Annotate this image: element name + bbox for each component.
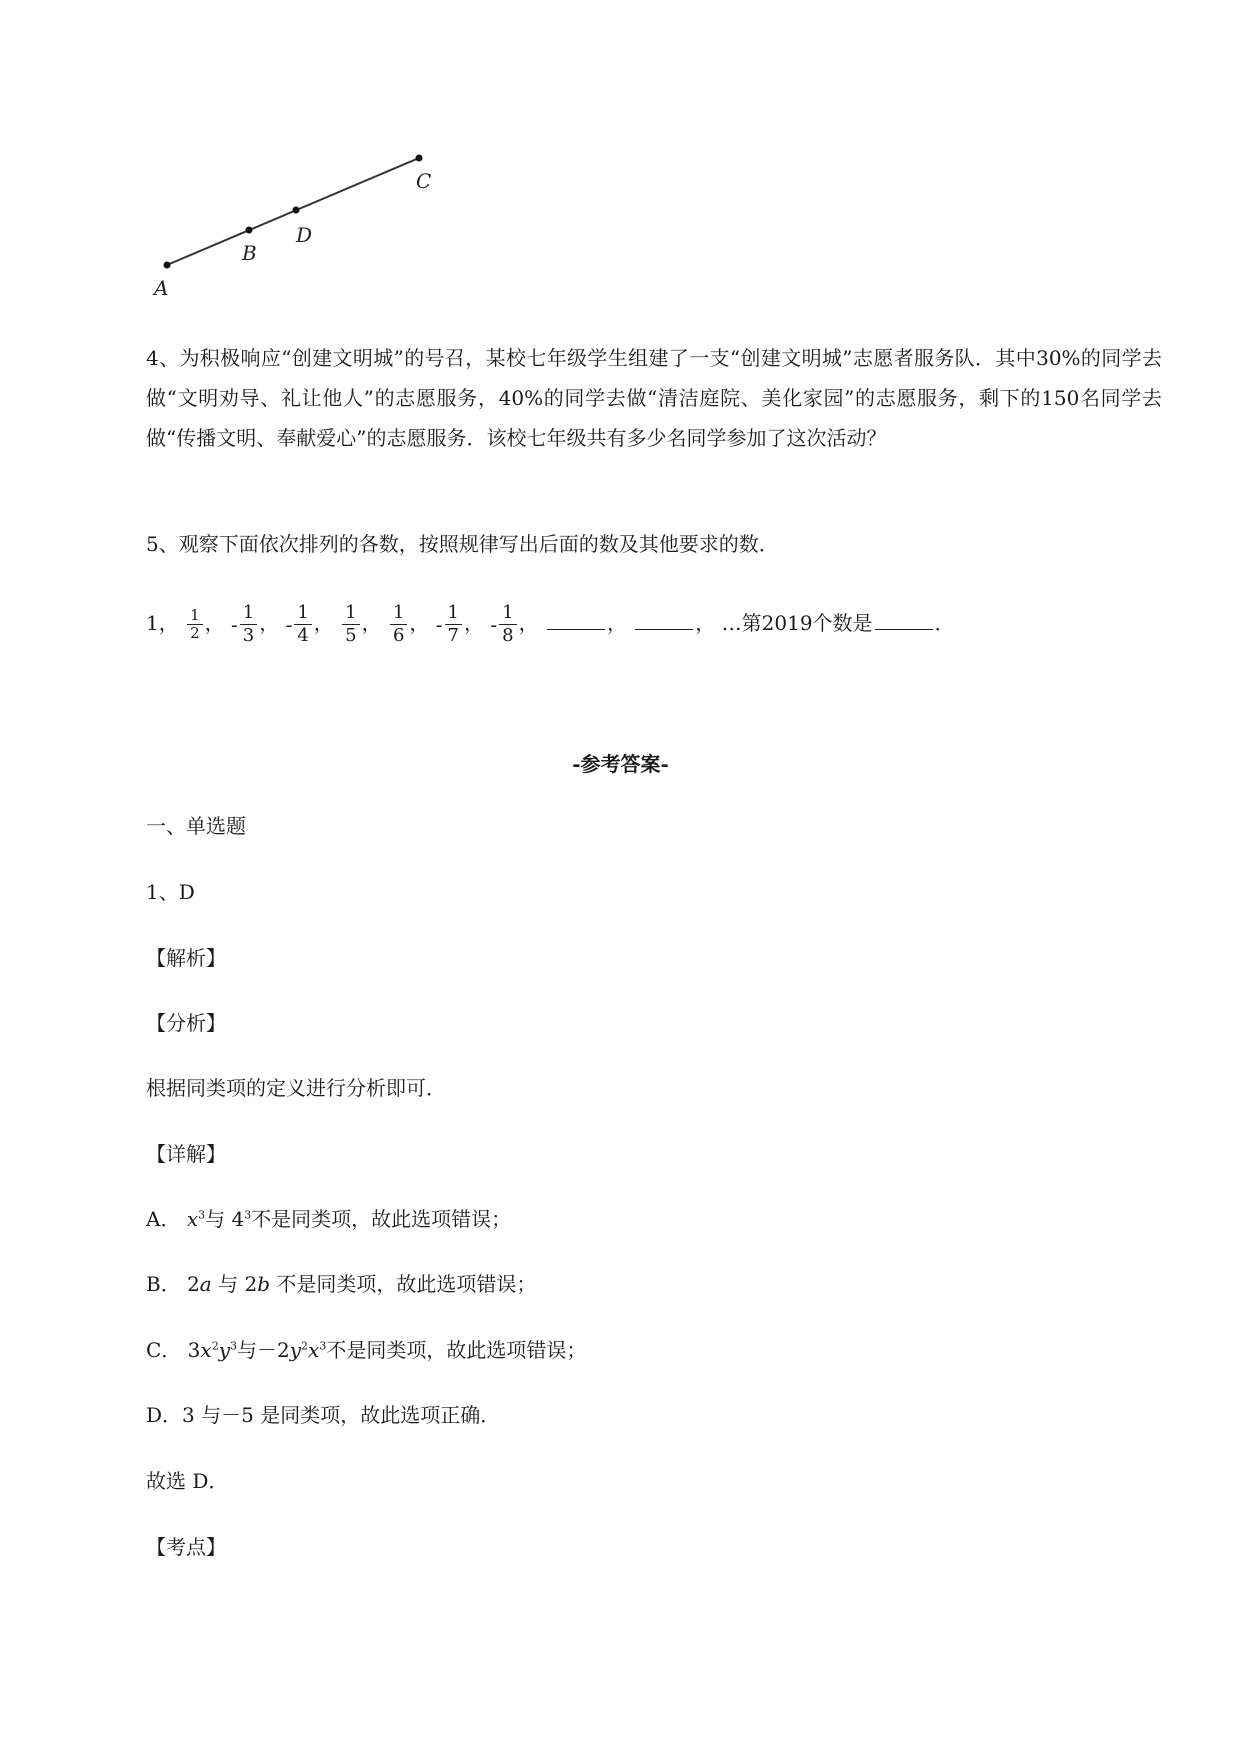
answer-blank-1[interactable] (547, 611, 605, 630)
seq-ellipsis-text: …第2019个数是 (721, 611, 873, 635)
option-a-explanation: A． $x^3$与 $4^3$不是同类项，故此选项错误； (146, 1207, 512, 1231)
section-heading: 一、单选题 (146, 814, 246, 838)
label-a: A (154, 276, 169, 300)
seq-frac-3: $\frac{1}{4}$ (294, 602, 311, 647)
line-segment-figure (150, 140, 450, 300)
seq-frac-6: $\frac{1}{7}$ (445, 602, 462, 647)
seq-frac-1: $\frac{1}{2}$ (187, 607, 203, 642)
seq-frac-5: $\frac{1}{6}$ (390, 602, 407, 647)
point-d (293, 207, 300, 214)
option-b-explanation: B． 2a 与 2b 不是同类项，故此选项错误； (146, 1272, 537, 1296)
label-d: D (296, 223, 313, 247)
jiexi-heading: 【解析】 (146, 946, 226, 970)
answers-title: -参考答案- (572, 752, 669, 776)
conclusion: 故选 D． (146, 1469, 229, 1493)
point-b (246, 227, 253, 234)
option-c-explanation: C． $3x^2y^3$与$-2y^2x^3$不是同类项，故此选项错误； (146, 1338, 587, 1362)
fenxi-text: 根据同类项的定义进行分析即可． (146, 1076, 446, 1100)
fenxi-heading: 【分析】 (146, 1011, 226, 1035)
point-c (416, 155, 423, 162)
option-d-explanation: D．3 与－5 是同类项，故此选项正确． (146, 1403, 501, 1427)
question-4: 4、为积极响应“创建文明城”的号召，某校七年级学生组建了一支“创建文明城”志愿者服务队．其中30%的同学去做“文明劝导、礼让他人”的志愿服务，40%的同学去做“清洁庭院、美化家园”的志愿服务，剩下的150名同学去做“传播文明、奉献爱心”的志愿服务．该校七年级共有多少名同学参加了这次活动？ (146, 346, 1162, 450)
answer-1: 1、D (146, 880, 195, 904)
seq-frac-7: $\frac{1}{8}$ (499, 602, 516, 647)
xiangjie-heading: 【详解】 (146, 1142, 226, 1166)
seq-frac-4: $\frac{1}{5}$ (342, 602, 359, 647)
seq-first: 1 (146, 611, 159, 635)
label-b: B (242, 241, 257, 265)
label-c: C (416, 169, 432, 193)
kaodian-heading: 【考点】 (146, 1535, 226, 1559)
point-a (164, 262, 171, 269)
answer-blank-3[interactable] (875, 611, 933, 630)
question-5-sequence: 1， $\frac{1}{2}$ ， - $\frac{1}{3}$ ， - $\frac{1}{4}$ ， $\frac{1}{5}$ ， $\frac{1}{6}$ ， - $\frac{1}{7}$ ， - $\frac{1}{8}$ ， ， ， …第2019个数是 ． (146, 602, 955, 646)
question-5: 5、观察下面依次排列的各数，按照规律写出后面的数及其他要求的数． (146, 532, 779, 556)
answer-blank-2[interactable] (635, 611, 693, 630)
seq-frac-2: $\frac{1}{3}$ (240, 602, 257, 647)
